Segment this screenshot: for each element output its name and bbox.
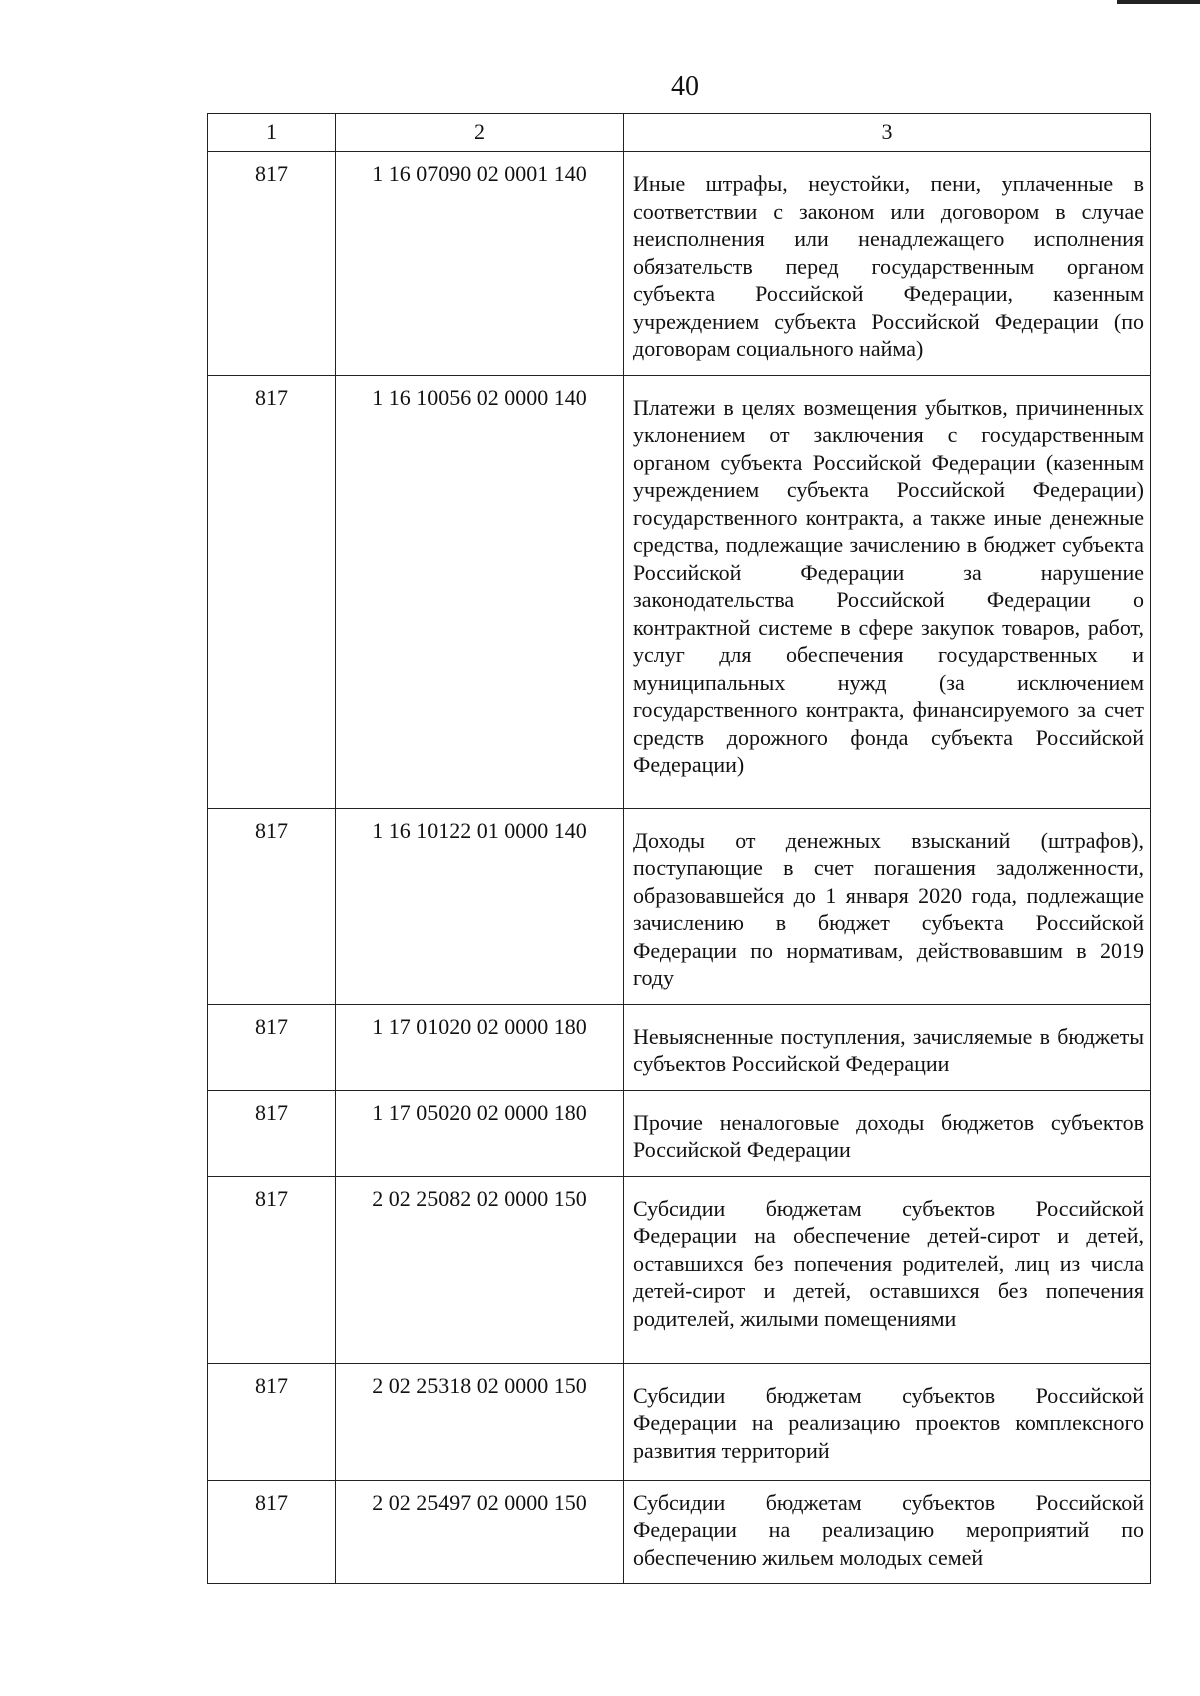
description-cell: Прочие неналоговые доходы бюджетов субъектов Российской Федерации: [624, 1090, 1151, 1176]
budget-code-cell: 2 02 25497 02 0000 150: [336, 1480, 624, 1584]
table-row: [208, 152, 1151, 376]
admin-code-cell: 817: [208, 1363, 336, 1480]
admin-code-cell: 817: [208, 1480, 336, 1584]
admin-code-cell: 817: [208, 152, 336, 376]
page-number: 40: [671, 71, 699, 102]
admin-code-cell: 817: [208, 1090, 336, 1176]
table-row: [208, 1363, 1151, 1480]
table-row: [208, 1090, 1151, 1176]
description-cell: Иные штрафы, неустойки, пени, уплаченные в соответствии с законом или договором в случае неисполнения или ненадлежащего исполнения обязательств перед государственным органом субъекта Российской Федерации, казенным учреждением субъекта Российской Федерации (по договорам социального найма): [624, 152, 1151, 376]
admin-code-cell: 817: [208, 808, 336, 1004]
table-row: [208, 1004, 1151, 1090]
admin-code-cell: 817: [208, 1176, 336, 1363]
table-row: [208, 1480, 1151, 1584]
column-header-3: 3: [624, 114, 1151, 152]
description-cell: Субсидии бюджетам субъектов Российской Федерации на реализацию мероприятий по обеспечению жильем молодых семей: [624, 1480, 1151, 1584]
admin-code-cell: 817: [208, 375, 336, 808]
table-row: [208, 808, 1151, 1004]
table-header-row: [208, 114, 1151, 152]
budget-code-cell: 2 02 25318 02 0000 150: [336, 1363, 624, 1480]
description-cell: Доходы от денежных взысканий (штрафов), поступающие в счет погашения задолженности, образовавшейся до 1 января 2020 года, подлежащие зачислению в бюджет субъекта Российской Федерации по нормативам, действовавшим в 2019 году: [624, 808, 1151, 1004]
budget-code-cell: 1 17 05020 02 0000 180: [336, 1090, 624, 1176]
table-row: [208, 1176, 1151, 1363]
budget-code-cell: 1 16 07090 02 0001 140: [336, 152, 624, 376]
description-cell: Субсидии бюджетам субъектов Российской Федерации на обеспечение детей-сирот и детей, оставшихся без попечения родителей, лиц из числа детей-сирот и детей, оставшихся без попечения родителей, жилыми помещениями: [624, 1176, 1151, 1363]
table-row: [208, 375, 1151, 808]
scan-corner-mark: [1117, 0, 1200, 4]
revenue-codes-table: [207, 113, 1151, 1584]
description-cell: Платежи в целях возмещения убытков, причиненных уклонением от заключения с государственным органом субъекта Российской Федерации (казенным учреждением субъекта Российской Федерации) государственного контракта, а также иные денежные средства, подлежащие зачислению в бюджет субъекта Российской Федерации за нарушение законодательства Российской Федерации о контрактной системе в сфере закупок товаров, работ, услуг для обеспечения государственных и муниципальных нужд (за исключением государственного контракта, финансируемого за счет средств дорожного фонда субъекта Российской Федерации): [624, 375, 1151, 808]
budget-code-cell: 1 17 01020 02 0000 180: [336, 1004, 624, 1090]
budget-code-cell: 1 16 10056 02 0000 140: [336, 375, 624, 808]
column-header-2: 2: [336, 114, 624, 152]
column-header-1: 1: [208, 114, 336, 152]
description-cell: Субсидии бюджетам субъектов Российской Федерации на реализацию проектов комплексного развития территорий: [624, 1363, 1151, 1480]
description-cell: Невыясненные поступления, зачисляемые в бюджеты субъектов Российской Федерации: [624, 1004, 1151, 1090]
budget-code-cell: 1 16 10122 01 0000 140: [336, 808, 624, 1004]
budget-code-cell: 2 02 25082 02 0000 150: [336, 1176, 624, 1363]
admin-code-cell: 817: [208, 1004, 336, 1090]
